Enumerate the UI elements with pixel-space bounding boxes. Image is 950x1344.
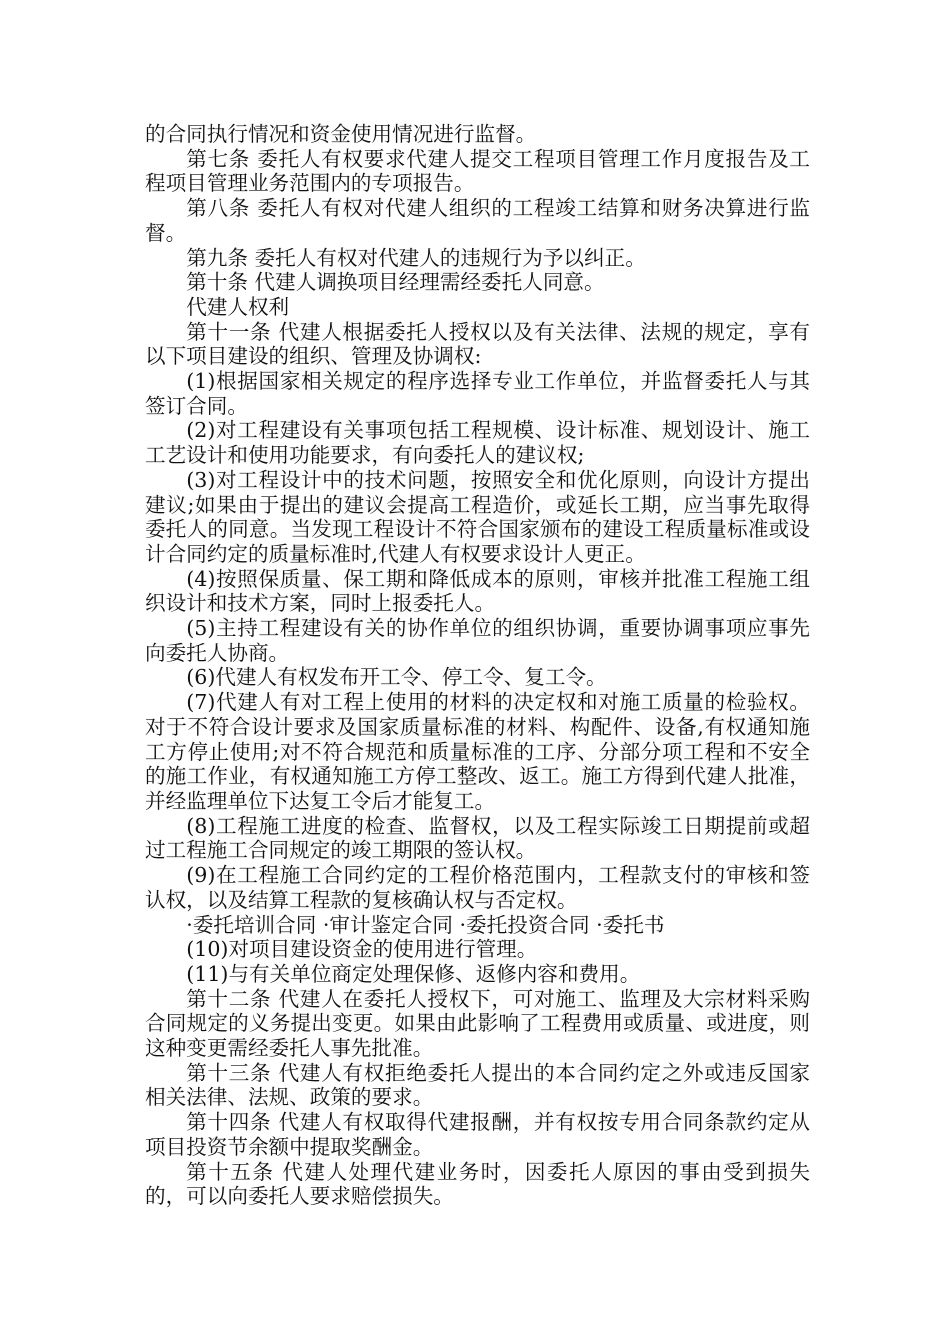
article-11-item-4: (4)按照保质量、保工期和降低成本的原则，审核并批准工程施工组织设计和技术方案，同时上报委托人。	[145, 566, 810, 616]
article-14: 第十四条 代建人有权取得代建报酬，并有权按专用合同条款约定从项目投资节余额中提取奖酬金。	[145, 1110, 810, 1159]
article-11-item-6: (6)代建人有权发布开工令、停工令、复工令。	[186, 665, 607, 690]
article-11-item-9: (9)在工程施工合同约定的工程价格范围内，工程款支付的审核和签认权，以及结算工程款的复核确认权与否定权。	[145, 863, 810, 912]
article-11-item-8: (8)工程施工进度的检查、监督权，以及工程实际竣工日期提前或超过工程施工合同规定的竣工期限的签认权。	[145, 813, 810, 863]
article-9: 第九条 委托人有权对代建人的违规行为予以纠正。	[186, 245, 646, 270]
article-15: 第十五条 代建人处理代建业务时，因委托人原因的事由受到损失的，可以向委托人要求赔偿损失。	[145, 1159, 810, 1209]
article-8: 第八条 委托人有权对代建人组织的工程竣工结算和财务决算进行监督。	[145, 196, 810, 245]
article-11: 第十一条 代建人根据委托人授权以及有关法律、法规的规定，享有以下项目建设的组织、管理及协调权:	[145, 319, 810, 369]
article-11-item-2: (2)对工程建设有关事项包括工程规模、设计标准、规划设计、施工工艺设计和使用功能要求，有向委托人的建议权;	[145, 418, 810, 468]
article-7: 第七条 委托人有权要求代建人提交工程项目管理工作月度报告及工程项目管理业务范围内的专项报告。	[145, 146, 810, 196]
article-11-item-11: (11)与有关单位商定处理保修、返修内容和费用。	[186, 961, 641, 986]
article-12: 第十二条 代建人在委托人授权下，可对施工、监理及大宗材料采购合同规定的义务提出变更。如果由此影响了工程费用或质量、或进度，则这种变更需经委托人事先批准。	[145, 986, 810, 1061]
article-11-item-1: (1)根据国家相关规定的程序选择专业工作单位，并监督委托人与其签订合同。	[145, 369, 810, 418]
article-10: 第十条 代建人调换项目经理需经委托人同意。	[186, 270, 605, 295]
article-13: 第十三条 代建人有权拒绝委托人提出的本合同约定之外或违反国家相关法律、法规、政策的要求。	[145, 1060, 810, 1110]
article-11-item-10: (10)对项目建设资金的使用进行管理。	[186, 937, 538, 962]
document-page	[145, 122, 810, 1209]
section-heading-agent-rights: 代建人权利	[186, 294, 290, 319]
article-11-item-7: (7)代建人有对工程上使用的材料的决定权和对施工质量的检验权。对于不符合设计要求及国家质量标准的材料、构配件、设备,有权通知施工方停止使用;对不符合规范和质量标准的工序、分部分项工程和不安全的施工作业，有权通知施工方停工整改、返工。施工方得到代建人批准，并经监理单位下达复工令后才能复工。	[145, 690, 810, 813]
article-11-item-5: (5)主持工程建设有关的协作单位的组织协调，重要协调事项应事先向委托人协商。	[145, 616, 810, 665]
related-contracts-links: ·委托培训合同 ·审计鉴定合同 ·委托投资合同 ·委托书	[186, 912, 665, 937]
paragraph-continuation: 的合同执行情况和资金使用情况进行监督。	[145, 122, 537, 146]
article-11-item-3: (3)对工程设计中的技术问题，按照安全和优化原则，向设计方提出建议;如果由于提出的建议会提高工程造价，或延长工期，应当事先取得委托人的同意。当发现工程设计不符合国家颁布的建设工程质量标准或设计合同约定的质量标准时,代建人有权要求设计人更正。	[145, 467, 810, 566]
